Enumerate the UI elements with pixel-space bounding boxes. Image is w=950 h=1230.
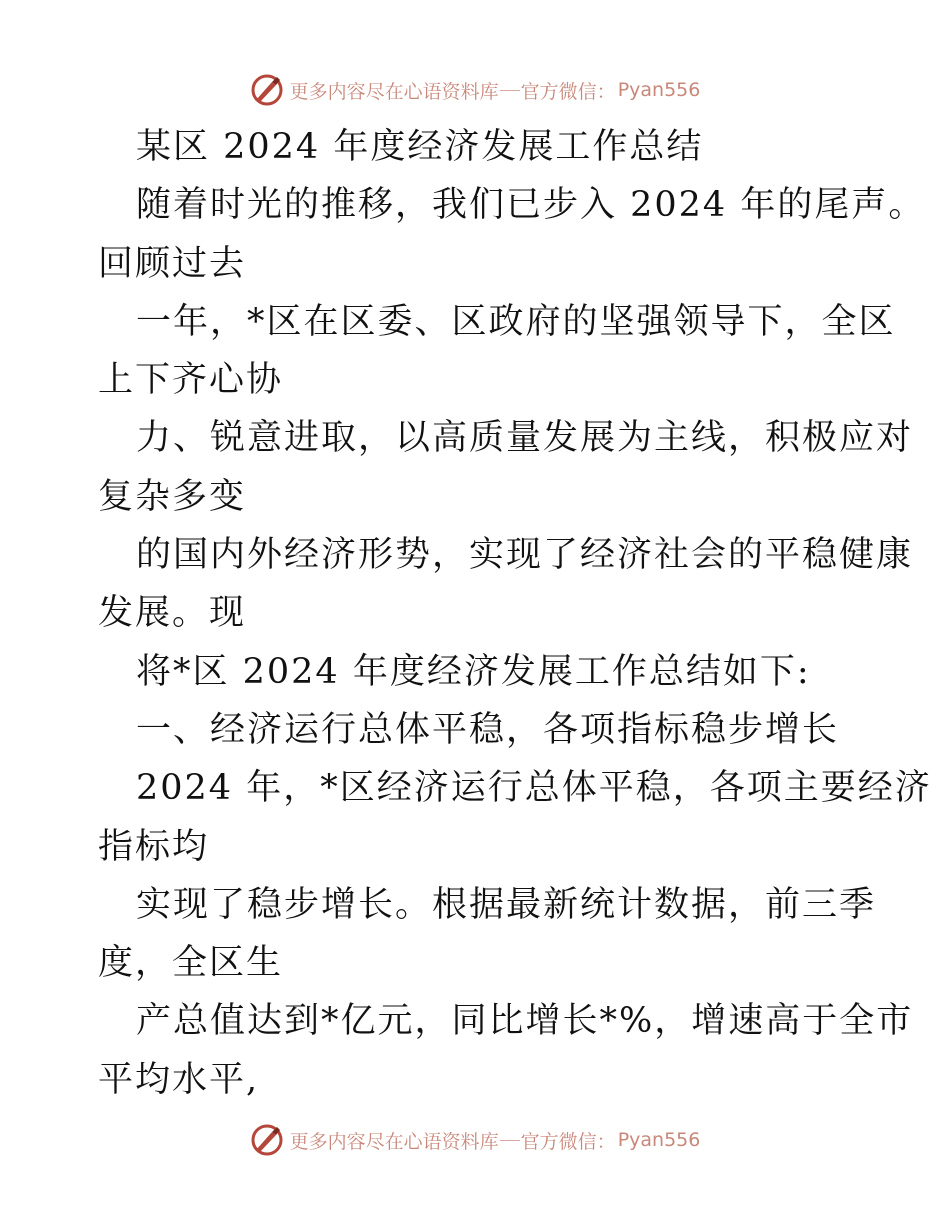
text-line: 一、经济运行总体平稳，各项指标稳步增长	[136, 709, 840, 750]
header-watermark	[0, 70, 950, 110]
pen-logo-icon	[250, 73, 284, 107]
document-body	[98, 118, 932, 1109]
text-line: 上下齐心协	[98, 360, 284, 401]
text-line: 力、锐意进取，以高质量发展为主线，积极应对	[136, 418, 914, 459]
watermark-text: 更多内容尽在心语资料库	[289, 1130, 499, 1153]
watermark-official: 官方微信：	[520, 80, 616, 103]
text-line: 实现了稳步增长。根据最新统计数据，前三季	[136, 884, 877, 925]
document-title: 某区 2024 年度经济发展工作总结	[136, 127, 704, 167]
text-line: 度，全区生	[98, 943, 284, 984]
watermark-id: Pyan556	[617, 79, 701, 101]
text-line: 指标均	[98, 826, 210, 867]
text-line: 复杂多变	[98, 476, 247, 517]
text-line: 产总值达到*亿元，同比增长*%，增速高于全市	[136, 1001, 914, 1042]
watermark-text: 更多内容尽在心语资料库	[289, 80, 499, 103]
watermark-dash	[500, 1140, 520, 1141]
watermark-official: 官方微信：	[520, 1130, 616, 1153]
text-line: 将*区 2024 年度经济发展工作总结如下:	[136, 651, 811, 692]
pen-logo-icon	[250, 1123, 284, 1157]
text-line: 随着时光的推移，我们已步入 2024 年的尾声。	[136, 185, 926, 226]
text-line: 回顾过去	[98, 243, 247, 284]
text-line: 2024 年，*区经济运行总体平稳，各项主要经济	[136, 768, 932, 809]
text-line: 一年，*区在区委、区政府的坚强领导下，全区	[136, 301, 896, 342]
text-line: 的国内外经济形势，实现了经济社会的平稳健康	[136, 535, 914, 576]
watermark-dash	[500, 90, 520, 91]
watermark-id: Pyan556	[617, 1129, 701, 1151]
footer-watermark	[0, 1120, 950, 1160]
text-line: 发展。现	[98, 593, 247, 634]
text-line: 平均水平,	[98, 1059, 260, 1100]
